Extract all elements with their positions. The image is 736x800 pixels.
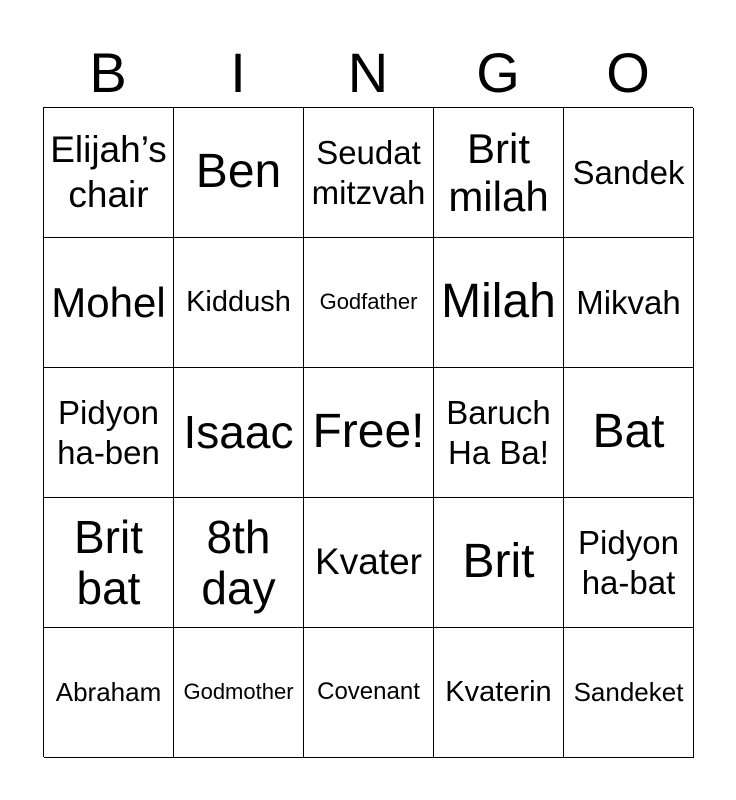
header-letter-n: N bbox=[347, 41, 389, 104]
cell-text: Ben bbox=[195, 145, 282, 199]
bingo-cell[interactable] bbox=[564, 498, 694, 628]
cell-text: Pidyon ha-ben bbox=[57, 393, 160, 471]
header-letter-o: O bbox=[606, 41, 650, 104]
bingo-board bbox=[43, 107, 693, 757]
bingo-cell[interactable] bbox=[434, 628, 564, 758]
cell-text: Mikvah bbox=[576, 283, 681, 321]
cell-text: Abraham bbox=[55, 676, 162, 707]
cell-text: Sandeket bbox=[573, 676, 684, 707]
bingo-cell[interactable] bbox=[304, 368, 434, 498]
bingo-cell[interactable] bbox=[174, 628, 304, 758]
bingo-cell[interactable] bbox=[304, 498, 434, 628]
cell-text: Covenant bbox=[317, 678, 420, 706]
cell-text: Milah bbox=[441, 275, 556, 329]
cell-text: Godmother bbox=[183, 679, 294, 705]
header-letter-b: B bbox=[89, 41, 127, 104]
bingo-cell[interactable] bbox=[434, 238, 564, 368]
cell-text: Free! bbox=[312, 405, 425, 459]
cell-text: Brit bbox=[462, 535, 535, 589]
cell-text: Mohel bbox=[51, 278, 166, 326]
bingo-cell[interactable] bbox=[564, 628, 694, 758]
bingo-cell[interactable] bbox=[434, 108, 564, 238]
cell-text: Bat bbox=[592, 405, 665, 459]
cell-text: Sandek bbox=[572, 153, 685, 191]
bingo-cell[interactable] bbox=[304, 238, 434, 368]
cell-text: Kvaterin bbox=[445, 676, 552, 709]
bingo-cell[interactable] bbox=[44, 108, 174, 238]
header-letter-g: G bbox=[476, 41, 520, 104]
bingo-cell[interactable] bbox=[174, 238, 304, 368]
header-letter-i: I bbox=[230, 41, 246, 104]
bingo-cell[interactable] bbox=[434, 498, 564, 628]
bingo-cell[interactable] bbox=[564, 238, 694, 368]
cell-text: Pidyon ha-bat bbox=[578, 523, 679, 601]
cell-text: Brit milah bbox=[448, 125, 549, 220]
bingo-cell[interactable] bbox=[44, 238, 174, 368]
cell-text: Kvater bbox=[315, 541, 422, 583]
bingo-cell[interactable] bbox=[304, 628, 434, 758]
bingo-cell[interactable] bbox=[174, 498, 304, 628]
bingo-cell[interactable] bbox=[44, 628, 174, 758]
bingo-cell[interactable] bbox=[44, 368, 174, 498]
cell-text: Baruch Ha Ba! bbox=[446, 393, 551, 471]
cell-text: Godfather bbox=[319, 289, 418, 315]
cell-text: Seudat mitzvah bbox=[311, 133, 426, 211]
bingo-cell[interactable] bbox=[564, 368, 694, 498]
bingo-cell[interactable] bbox=[174, 108, 304, 238]
bingo-cell[interactable] bbox=[564, 108, 694, 238]
bingo-cell[interactable] bbox=[44, 498, 174, 628]
cell-text: 8th day bbox=[201, 510, 276, 614]
cell-text: Isaac bbox=[183, 406, 294, 459]
bingo-header bbox=[43, 38, 693, 108]
bingo-cell[interactable] bbox=[434, 368, 564, 498]
bingo-cell[interactable] bbox=[304, 108, 434, 238]
cell-text: Brit bat bbox=[74, 510, 143, 614]
cell-text: Kiddush bbox=[186, 286, 291, 319]
cell-text: Elijah’s chair bbox=[50, 129, 167, 215]
bingo-cell[interactable] bbox=[174, 368, 304, 498]
